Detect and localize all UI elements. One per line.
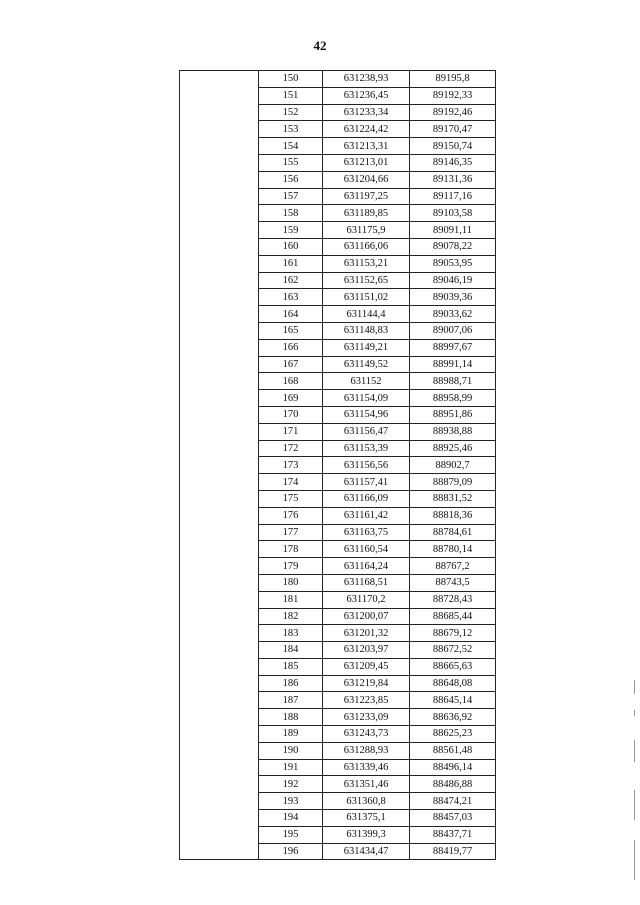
point-number-cell: 169 (259, 390, 323, 407)
x-coordinate-cell: 631288,93 (323, 742, 410, 759)
x-coordinate-cell: 631152 (323, 373, 410, 390)
point-number-cell: 181 (259, 591, 323, 608)
x-coordinate-cell: 631399,3 (323, 826, 410, 843)
x-coordinate-cell: 631209,45 (323, 658, 410, 675)
x-coordinate-cell: 631189,85 (323, 205, 410, 222)
point-number-cell: 159 (259, 222, 323, 239)
point-number-cell: 167 (259, 356, 323, 373)
y-coordinate-cell: 89192,46 (410, 104, 496, 121)
y-coordinate-cell: 88991,14 (410, 356, 496, 373)
point-number-cell: 172 (259, 440, 323, 457)
y-coordinate-cell: 88780,14 (410, 541, 496, 558)
point-number-cell: 176 (259, 507, 323, 524)
x-coordinate-cell: 631203,97 (323, 642, 410, 659)
y-coordinate-cell: 88902,7 (410, 457, 496, 474)
point-number-cell: 166 (259, 339, 323, 356)
x-coordinate-cell: 631375,1 (323, 810, 410, 827)
y-coordinate-cell: 88925,46 (410, 440, 496, 457)
x-coordinate-cell: 631157,41 (323, 474, 410, 491)
y-coordinate-cell: 88486,88 (410, 776, 496, 793)
y-coordinate-cell: 88685,44 (410, 608, 496, 625)
x-coordinate-cell: 631153,39 (323, 440, 410, 457)
y-coordinate-cell: 88938,88 (410, 423, 496, 440)
point-number-cell: 185 (259, 658, 323, 675)
point-number-cell: 157 (259, 188, 323, 205)
x-coordinate-cell: 631224,42 (323, 121, 410, 138)
y-coordinate-cell: 89039,36 (410, 289, 496, 306)
point-number-cell: 162 (259, 272, 323, 289)
y-coordinate-cell: 89146,35 (410, 154, 496, 171)
y-coordinate-cell: 88767,2 (410, 558, 496, 575)
y-coordinate-cell: 89091,11 (410, 222, 496, 239)
point-number-cell: 154 (259, 138, 323, 155)
point-number-cell: 177 (259, 524, 323, 541)
point-number-cell: 193 (259, 793, 323, 810)
point-number-cell: 170 (259, 406, 323, 423)
x-coordinate-cell: 631144,4 (323, 306, 410, 323)
x-coordinate-cell: 631233,34 (323, 104, 410, 121)
point-number-cell: 187 (259, 692, 323, 709)
point-number-cell: 192 (259, 776, 323, 793)
y-coordinate-cell: 88636,92 (410, 709, 496, 726)
margin-scan-marks (634, 680, 636, 880)
point-number-cell: 186 (259, 675, 323, 692)
x-coordinate-cell: 631200,07 (323, 608, 410, 625)
point-number-cell: 195 (259, 826, 323, 843)
point-number-cell: 180 (259, 574, 323, 591)
y-coordinate-cell: 89053,95 (410, 255, 496, 272)
point-number-cell: 188 (259, 709, 323, 726)
point-number-cell: 155 (259, 154, 323, 171)
x-coordinate-cell: 631233,09 (323, 709, 410, 726)
x-coordinate-cell: 631339,46 (323, 759, 410, 776)
y-coordinate-cell: 88561,48 (410, 742, 496, 759)
point-number-cell: 158 (259, 205, 323, 222)
x-coordinate-cell: 631149,21 (323, 339, 410, 356)
x-coordinate-cell: 631219,84 (323, 675, 410, 692)
y-coordinate-cell: 88818,36 (410, 507, 496, 524)
x-coordinate-cell: 631238,93 (323, 71, 410, 88)
y-coordinate-cell: 89170,47 (410, 121, 496, 138)
coordinates-table (179, 70, 496, 860)
point-number-cell: 184 (259, 642, 323, 659)
merged-blank-cell (180, 71, 259, 860)
x-coordinate-cell: 631243,73 (323, 726, 410, 743)
point-number-cell: 171 (259, 423, 323, 440)
point-number-cell: 174 (259, 474, 323, 491)
point-number-cell: 189 (259, 726, 323, 743)
x-coordinate-cell: 631197,25 (323, 188, 410, 205)
y-coordinate-cell: 88951,86 (410, 406, 496, 423)
y-coordinate-cell: 89131,36 (410, 171, 496, 188)
page-number: 42 (313, 38, 327, 53)
y-coordinate-cell: 88988,71 (410, 373, 496, 390)
y-coordinate-cell: 88879,09 (410, 474, 496, 491)
y-coordinate-cell: 88419,77 (410, 843, 496, 860)
point-number-cell: 151 (259, 87, 323, 104)
y-coordinate-cell: 89103,58 (410, 205, 496, 222)
y-coordinate-cell: 88728,43 (410, 591, 496, 608)
y-coordinate-cell: 88625,23 (410, 726, 496, 743)
y-coordinate-cell: 88457,03 (410, 810, 496, 827)
y-coordinate-cell: 89195,8 (410, 71, 496, 88)
x-coordinate-cell: 631148,83 (323, 322, 410, 339)
point-number-cell: 168 (259, 373, 323, 390)
point-number-cell: 173 (259, 457, 323, 474)
point-number-cell: 194 (259, 810, 323, 827)
y-coordinate-cell: 89117,16 (410, 188, 496, 205)
y-coordinate-cell: 88997,67 (410, 339, 496, 356)
y-coordinate-cell: 88645,14 (410, 692, 496, 709)
y-coordinate-cell: 88672,52 (410, 642, 496, 659)
x-coordinate-cell: 631164,24 (323, 558, 410, 575)
x-coordinate-cell: 631166,06 (323, 238, 410, 255)
x-coordinate-cell: 631236,45 (323, 87, 410, 104)
table-row (180, 71, 496, 88)
coordinates-table-body (180, 71, 496, 860)
x-coordinate-cell: 631223,85 (323, 692, 410, 709)
y-coordinate-cell: 89046,19 (410, 272, 496, 289)
point-number-cell: 196 (259, 843, 323, 860)
y-coordinate-cell: 88648,08 (410, 675, 496, 692)
y-coordinate-cell: 88679,12 (410, 625, 496, 642)
y-coordinate-cell: 88831,52 (410, 490, 496, 507)
y-coordinate-cell: 88958,99 (410, 390, 496, 407)
point-number-cell: 152 (259, 104, 323, 121)
x-coordinate-cell: 631351,46 (323, 776, 410, 793)
point-number-cell: 182 (259, 608, 323, 625)
x-coordinate-cell: 631434,47 (323, 843, 410, 860)
y-coordinate-cell: 89007,06 (410, 322, 496, 339)
y-coordinate-cell: 88474,21 (410, 793, 496, 810)
x-coordinate-cell: 631156,56 (323, 457, 410, 474)
x-coordinate-cell: 631160,54 (323, 541, 410, 558)
point-number-cell: 156 (259, 171, 323, 188)
x-coordinate-cell: 631213,01 (323, 154, 410, 171)
x-coordinate-cell: 631204,66 (323, 171, 410, 188)
y-coordinate-cell: 89192,33 (410, 87, 496, 104)
point-number-cell: 164 (259, 306, 323, 323)
x-coordinate-cell: 631213,31 (323, 138, 410, 155)
y-coordinate-cell: 89033,62 (410, 306, 496, 323)
point-number-cell: 165 (259, 322, 323, 339)
x-coordinate-cell: 631201,32 (323, 625, 410, 642)
point-number-cell: 163 (259, 289, 323, 306)
x-coordinate-cell: 631360,8 (323, 793, 410, 810)
x-coordinate-cell: 631168,51 (323, 574, 410, 591)
x-coordinate-cell: 631161,42 (323, 507, 410, 524)
y-coordinate-cell: 88437,71 (410, 826, 496, 843)
y-coordinate-cell: 88496,14 (410, 759, 496, 776)
x-coordinate-cell: 631149,52 (323, 356, 410, 373)
y-coordinate-cell: 89078,22 (410, 238, 496, 255)
y-coordinate-cell: 88665,63 (410, 658, 496, 675)
point-number-cell: 160 (259, 238, 323, 255)
point-number-cell: 190 (259, 742, 323, 759)
y-coordinate-cell: 88743,5 (410, 574, 496, 591)
x-coordinate-cell: 631151,02 (323, 289, 410, 306)
x-coordinate-cell: 631154,96 (323, 406, 410, 423)
point-number-cell: 153 (259, 121, 323, 138)
point-number-cell: 161 (259, 255, 323, 272)
point-number-cell: 175 (259, 490, 323, 507)
x-coordinate-cell: 631154,09 (323, 390, 410, 407)
y-coordinate-cell: 88784,61 (410, 524, 496, 541)
point-number-cell: 178 (259, 541, 323, 558)
x-coordinate-cell: 631175,9 (323, 222, 410, 239)
point-number-cell: 183 (259, 625, 323, 642)
point-number-cell: 150 (259, 71, 323, 88)
point-number-cell: 191 (259, 759, 323, 776)
x-coordinate-cell: 631156,47 (323, 423, 410, 440)
x-coordinate-cell: 631163,75 (323, 524, 410, 541)
x-coordinate-cell: 631152,65 (323, 272, 410, 289)
point-number-cell: 179 (259, 558, 323, 575)
x-coordinate-cell: 631166,09 (323, 490, 410, 507)
x-coordinate-cell: 631153,21 (323, 255, 410, 272)
y-coordinate-cell: 89150,74 (410, 138, 496, 155)
x-coordinate-cell: 631170,2 (323, 591, 410, 608)
